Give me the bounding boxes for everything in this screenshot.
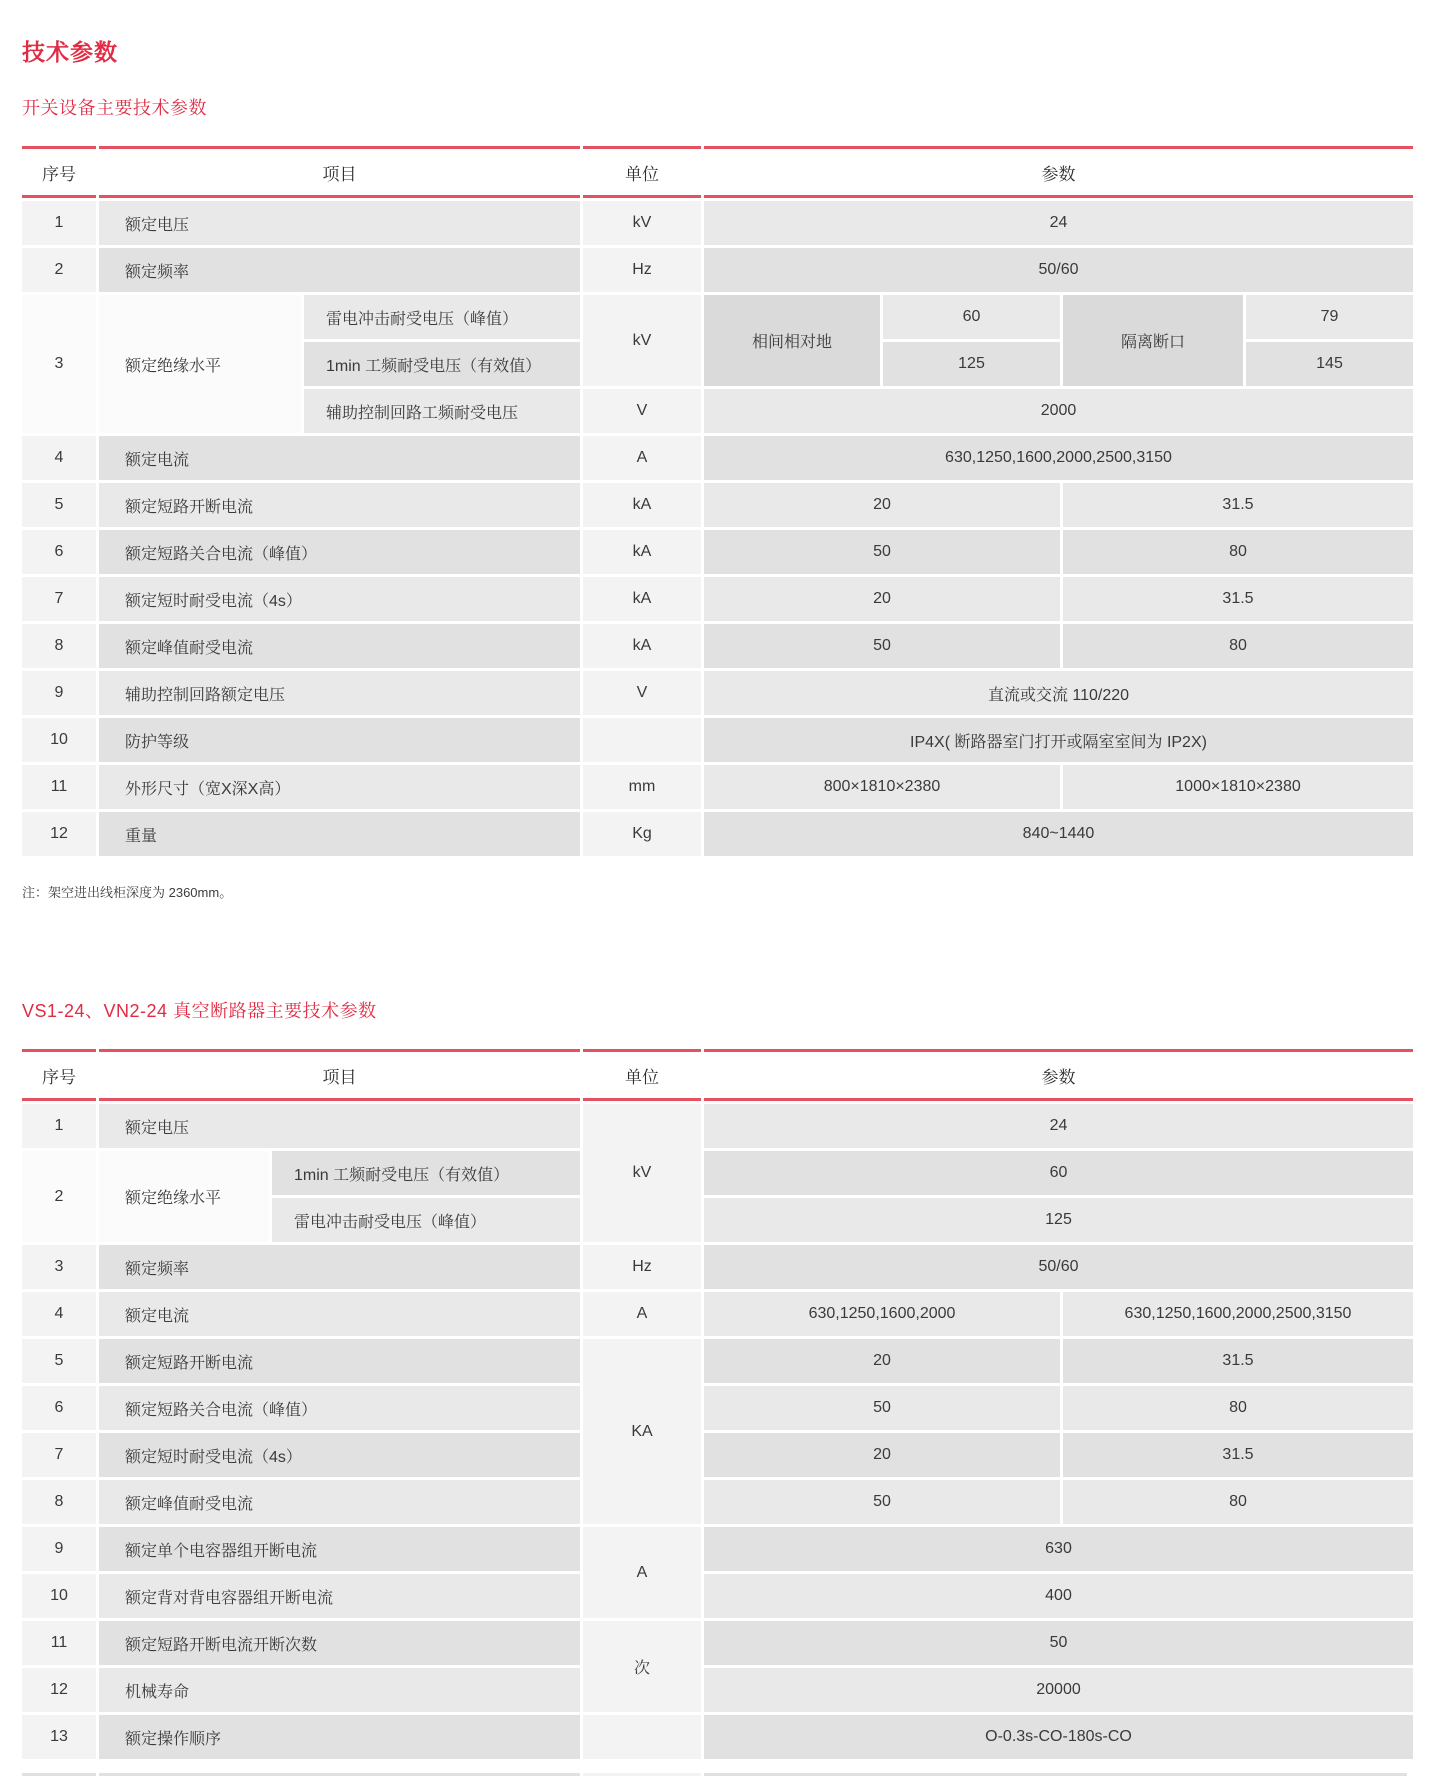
row-no: 12: [22, 1668, 96, 1712]
row-item: 额定频率: [99, 248, 580, 292]
row-item: 额定背对背电容器组开断电流: [99, 1574, 580, 1618]
row-unit: V: [583, 389, 701, 433]
row-item-group: 额定绝缘水平: [99, 1151, 269, 1242]
row-no: 9: [22, 671, 96, 715]
table1-footnote: 注：架空进出线柜深度为 2360mm。: [22, 885, 233, 900]
row-value: 800×1810×2380: [704, 765, 1060, 809]
row-value: 80: [1063, 1480, 1413, 1524]
row-value: 24: [704, 1104, 1413, 1148]
row-subitem: 雷电冲击耐受电压（峰值）: [304, 295, 580, 339]
row-item: 额定单个电容器组开断电流: [99, 1527, 580, 1571]
row-subitem: 1min 工频耐受电压（有效值）: [304, 342, 580, 386]
column-header-item: 项目: [99, 1049, 580, 1101]
row-value: 2000: [704, 389, 1413, 433]
row-no: 3: [22, 295, 96, 433]
row-value: 60: [883, 295, 1060, 339]
row-unit-empty: [583, 718, 701, 762]
row-unit: KA: [583, 1339, 701, 1524]
row-value: 630: [704, 1527, 1413, 1571]
row-item: 额定短路关合电流（峰值）: [99, 1386, 580, 1430]
row-item: 额定峰值耐受电流: [99, 624, 580, 668]
row-subitem: 辅助控制回路工频耐受电压: [304, 389, 580, 433]
row-unit: Hz: [583, 248, 701, 292]
row-value: 400: [704, 1574, 1413, 1618]
row-item: 额定短路开断电流: [99, 483, 580, 527]
row-unit-empty: [583, 1715, 701, 1759]
row-unit: kA: [583, 577, 701, 621]
breaker-parameters-table: [22, 1049, 1418, 1759]
row-value: 125: [704, 1198, 1413, 1242]
row-item: 额定短时耐受电流（4s）: [99, 1433, 580, 1477]
row-no: 6: [22, 530, 96, 574]
row-item: 额定电压: [99, 1104, 580, 1148]
row-no: 7: [22, 1433, 96, 1477]
row-item: 额定峰值耐受电流: [99, 1480, 580, 1524]
row-value: 840~1440: [704, 812, 1413, 856]
row-no: 10: [22, 1574, 96, 1618]
row-unit: V: [583, 671, 701, 715]
row-unit: A: [583, 436, 701, 480]
row-value: 20: [704, 1433, 1060, 1477]
column-header-param: 参数: [704, 1049, 1413, 1101]
row-value: 125: [883, 342, 1060, 386]
row-item: 额定电压: [99, 201, 580, 245]
row-no: 9: [22, 1527, 96, 1571]
column-header-item: 项目: [99, 146, 580, 198]
row-no: 12: [22, 812, 96, 856]
row-no: 8: [22, 1480, 96, 1524]
row-value: 50/60: [704, 1245, 1413, 1289]
row-no: 4: [22, 436, 96, 480]
row-item: 额定操作顺序: [99, 1715, 580, 1759]
row-value: O-0.3s-CO-180s-CO: [704, 1715, 1413, 1759]
row-no: 5: [22, 483, 96, 527]
row-value: 直流或交流 110/220: [704, 671, 1413, 715]
row-value: 630,1250,1600,2000: [704, 1292, 1060, 1336]
row-no: 1: [22, 1104, 96, 1148]
row-value: 630,1250,1600,2000,2500,3150: [1063, 1292, 1413, 1336]
row-item: 额定短路关合电流（峰值）: [99, 530, 580, 574]
row-value: 20: [704, 1339, 1060, 1383]
row-unit: kA: [583, 530, 701, 574]
row-item: 额定电流: [99, 1292, 580, 1336]
switchgear-parameters-table: [22, 146, 1418, 856]
section1-title: 开关设备主要技术参数: [22, 98, 207, 118]
row-value: 79: [1246, 295, 1413, 339]
row-unit: kA: [583, 624, 701, 668]
row-item: 额定短路开断电流开断次数: [99, 1621, 580, 1665]
row-item: 外形尺寸（宽X深X高）: [99, 765, 580, 809]
row-unit: kV: [583, 1104, 701, 1242]
row-item: 辅助控制回路额定电压: [99, 671, 580, 715]
row-no: 4: [22, 1292, 96, 1336]
row-item: 机械寿命: [99, 1668, 580, 1712]
row-subitem: 雷电冲击耐受电压（峰值）: [272, 1198, 580, 1242]
row-item: 重量: [99, 812, 580, 856]
row-item: 额定短路开断电流: [99, 1339, 580, 1383]
row-value: 50: [704, 1480, 1060, 1524]
row-no: 1: [22, 201, 96, 245]
row-no: 2: [22, 248, 96, 292]
row-value: IP4X( 断路器室门打开或隔室室间为 IP2X): [704, 718, 1413, 762]
row-unit: mm: [583, 765, 701, 809]
row-no: 11: [22, 765, 96, 809]
row-unit: kV: [583, 201, 701, 245]
row-unit: Kg: [583, 812, 701, 856]
page-title: 技术参数: [22, 39, 118, 65]
row-item: 额定电流: [99, 436, 580, 480]
row-no: 2: [22, 1151, 96, 1242]
row-value: 31.5: [1063, 1433, 1413, 1477]
row-value: 20: [704, 577, 1060, 621]
row-value: 80: [1063, 530, 1413, 574]
row-no: 7: [22, 577, 96, 621]
row-item: 额定频率: [99, 1245, 580, 1289]
row-value: 80: [1063, 1386, 1413, 1430]
row-value: 31.5: [1063, 483, 1413, 527]
row-unit: 次: [583, 1621, 701, 1712]
row-value: 50: [704, 1386, 1060, 1430]
row-no: 3: [22, 1245, 96, 1289]
column-header-unit: 单位: [583, 146, 701, 198]
row-no: 5: [22, 1339, 96, 1383]
row-value: 31.5: [1063, 577, 1413, 621]
row-value: 1000×1810×2380: [1063, 765, 1413, 809]
row-unit: kA: [583, 483, 701, 527]
row-value: 80: [1063, 624, 1413, 668]
row-value: 50/60: [704, 248, 1413, 292]
row-item: 额定短时耐受电流（4s）: [99, 577, 580, 621]
column-header-no: 序号: [22, 146, 96, 198]
row-item-group: 额定绝缘水平: [99, 295, 301, 433]
row-unit: Hz: [583, 1245, 701, 1289]
row-no: 11: [22, 1621, 96, 1665]
row-unit: A: [583, 1292, 701, 1336]
row-unit: A: [583, 1527, 701, 1618]
column-header-unit: 单位: [583, 1049, 701, 1101]
row-no: 10: [22, 718, 96, 762]
row-value: 20000: [704, 1668, 1413, 1712]
row-value: 630,1250,1600,2000,2500,3150: [704, 436, 1413, 480]
row-unit: kV: [583, 295, 701, 386]
value-group-label: 隔离断口: [1063, 295, 1243, 386]
row-no: 8: [22, 624, 96, 668]
row-value: 20: [704, 483, 1060, 527]
column-header-param: 参数: [704, 146, 1413, 198]
value-group-label: 相间相对地: [704, 295, 880, 386]
row-no: 13: [22, 1715, 96, 1759]
row-subitem: 1min 工频耐受电压（有效值）: [272, 1151, 580, 1195]
row-value: 50: [704, 624, 1060, 668]
row-item: 防护等级: [99, 718, 580, 762]
column-header-no: 序号: [22, 1049, 96, 1101]
section2-title: VS1-24、VN2-24 真空断路器主要技术参数: [22, 1001, 377, 1021]
row-value: 24: [704, 201, 1413, 245]
row-value: 50: [704, 1621, 1413, 1665]
row-value: 145: [1246, 342, 1413, 386]
row-value: 60: [704, 1151, 1413, 1195]
row-value: 50: [704, 530, 1060, 574]
row-no: 6: [22, 1386, 96, 1430]
row-value: 31.5: [1063, 1339, 1413, 1383]
